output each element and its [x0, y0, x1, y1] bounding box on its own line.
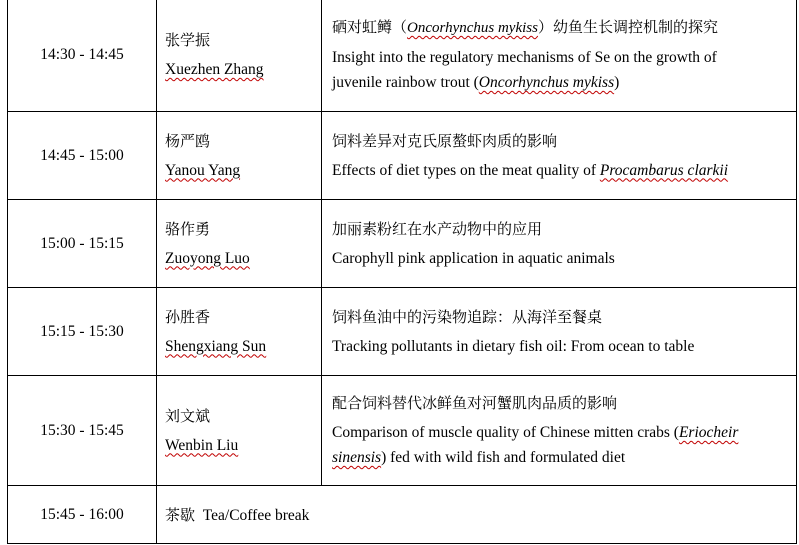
- topic-title-en-cont: sinensis) fed with wild fish and formulated diet: [332, 449, 626, 466]
- table-row: [8, 0, 797, 112]
- speaker-name-zh: 刘文斌: [165, 406, 211, 425]
- speaker-cell: [157, 200, 322, 288]
- topic-title-zh: 饲料差异对克氏原螯虾肉质的影响: [332, 131, 558, 150]
- speaker-name-zh: 骆作勇: [165, 219, 211, 238]
- topic-cell: [322, 200, 797, 288]
- speaker-name-zh: 张学振: [165, 31, 211, 49]
- topic-cell: [322, 0, 797, 112]
- break-row: [8, 486, 797, 544]
- topic-cell: [322, 112, 797, 200]
- table-row: [8, 288, 797, 376]
- speaker-name-en: Xuezhen Zhang: [165, 61, 264, 78]
- topic-cell: [322, 288, 797, 376]
- table-row: [8, 112, 797, 200]
- schedule-table: [7, 0, 797, 544]
- break-label-en: Tea/Coffee break: [202, 507, 310, 524]
- time-cell: 15:30 - 15:45: [8, 376, 157, 486]
- topic-title-en: Carophyll pink application in aquatic animals: [332, 249, 615, 267]
- speaker-name-en: Shengxiang Sun: [165, 337, 267, 355]
- speaker-name-en: Yanou Yang: [165, 161, 241, 179]
- topic-title-zh: 硒对虹鳟（Oncorhynchus mykiss）幼鱼生长调控机制的探究: [332, 18, 718, 36]
- table-row: [8, 376, 797, 486]
- topic-title-zh: 加丽素粉红在水产动物中的应用: [332, 219, 543, 238]
- speaker-cell: [157, 288, 322, 376]
- speaker-cell: [157, 0, 322, 112]
- time-cell: 14:30 - 14:45: [8, 0, 157, 112]
- topic-title-en-cont: juvenile rainbow trout (Oncorhynchus mykiss): [332, 74, 620, 91]
- topic-title-zh: 配合饲料替代冰鲜鱼对河蟹肌肉品质的影响: [332, 394, 618, 412]
- topic-title-zh: 饲料鱼油中的污染物追踪：从海洋至餐桌: [332, 307, 603, 326]
- speaker-name-en: Wenbin Liu: [165, 436, 239, 454]
- speaker-name-zh: 孙胜香: [165, 307, 211, 326]
- table-row: [8, 200, 797, 288]
- topic-title-en: Insight into the regulatory mechanisms of Se on the growth of: [332, 49, 717, 66]
- time-cell: 15:00 - 15:15: [8, 200, 157, 288]
- topic-title-en: Effects of diet types on the meat quality of Procambarus clarkii: [332, 161, 729, 179]
- break-cell: [157, 486, 797, 544]
- topic-title-en: Comparison of muscle quality of Chinese mitten crabs (Eriocheir: [332, 424, 739, 441]
- topic-title-en: Tracking pollutants in dietary fish oil: From ocean to table: [332, 337, 695, 355]
- speaker-cell: [157, 376, 322, 486]
- speaker-name-zh: 杨严鸥: [165, 131, 211, 150]
- time-cell: 14:45 - 15:00: [8, 112, 157, 200]
- time-cell: 15:15 - 15:30: [8, 288, 157, 376]
- break-label-zh: 茶歇: [165, 506, 196, 524]
- speaker-cell: [157, 112, 322, 200]
- speaker-name-en: Zuoyong Luo: [165, 249, 250, 267]
- time-cell: 15:45 - 16:00: [8, 486, 157, 544]
- topic-cell: [322, 376, 797, 486]
